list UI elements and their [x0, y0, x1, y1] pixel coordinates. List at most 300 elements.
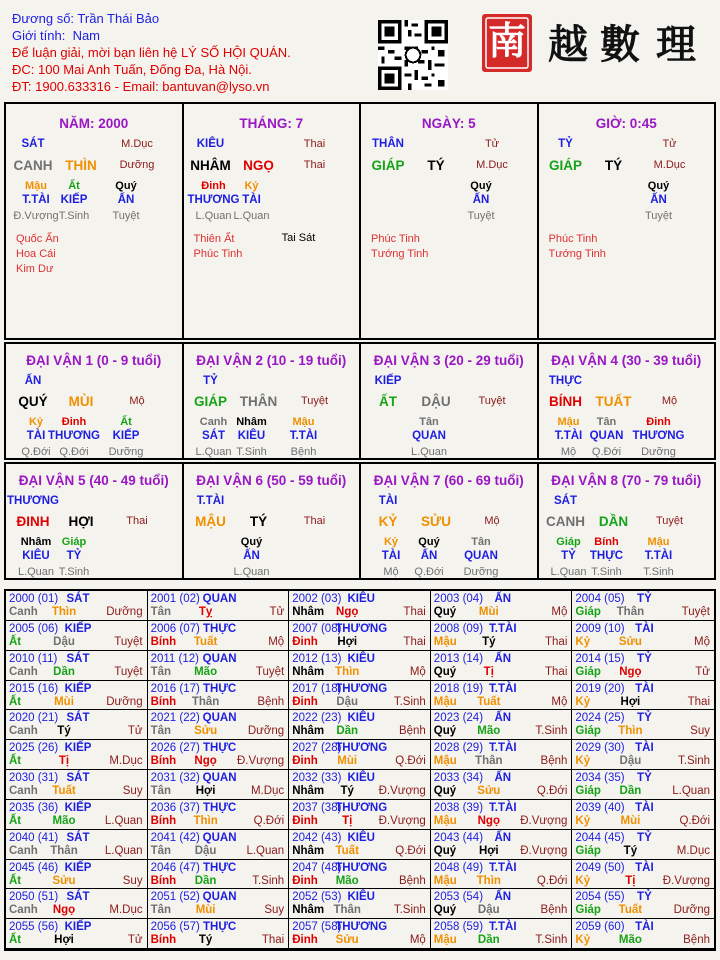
- year-branch: Hợi: [195, 785, 216, 797]
- hidden-stem: Mậu: [292, 416, 315, 428]
- year-state: Mộ: [551, 606, 568, 618]
- year-ten-god: KIÊU: [347, 712, 375, 725]
- yearly-luck-grid: [4, 589, 716, 951]
- year-label: 2048 (49): [433, 861, 484, 874]
- year-stem: Quý: [433, 665, 457, 678]
- hidden-ten-god: KIẾP: [112, 430, 140, 442]
- year-ten-god: THƯƠNG: [335, 622, 388, 635]
- pillar-stars: [16, 232, 59, 277]
- year-cell: [289, 621, 431, 651]
- year-ten-god: QUAN: [202, 712, 237, 725]
- year-cell: [572, 800, 714, 830]
- contact-line-1: Để luận giải, mời bạn liên hệ LÝ SỐ HỘI QUÁN.: [12, 45, 291, 60]
- year-ten-god: KIẾP: [64, 801, 92, 814]
- year-label: 2011 (12): [150, 652, 199, 665]
- year-stem: Mậu: [433, 635, 457, 648]
- year-label: 2032 (33): [292, 772, 342, 784]
- pillar-branch: THÌN: [65, 158, 97, 173]
- year-ten-god: KIẾP: [64, 622, 92, 635]
- year-cell: [289, 681, 431, 711]
- year-cell: [289, 740, 431, 770]
- year-ten-god: TÀI: [635, 622, 654, 635]
- year-branch: Tý: [340, 785, 354, 797]
- hidden-stem: Đinh: [646, 416, 671, 428]
- hidden-state: L.Quan: [550, 566, 587, 578]
- year-cell: [572, 740, 714, 770]
- dai-van-row-1: [4, 342, 716, 460]
- dai-van-branch: SỬU: [421, 514, 451, 529]
- year-stem: Tân: [150, 606, 172, 618]
- year-cell: [6, 919, 148, 949]
- year-branch: Dậu: [336, 695, 359, 708]
- year-label: 2019 (20): [575, 682, 625, 695]
- hidden-state: Q.Đới: [591, 446, 622, 458]
- year-stem: Quý: [433, 844, 457, 857]
- year-cell: [6, 889, 148, 919]
- year-state: Đ.Vượng: [662, 874, 710, 887]
- year-state: Dưỡng: [106, 606, 143, 618]
- year-label: 2038 (39): [433, 801, 484, 814]
- year-stem: Giáp: [575, 785, 601, 797]
- hidden-state: L.Quan: [410, 446, 448, 458]
- year-label: 2023 (24): [433, 712, 484, 725]
- pillar-stem: NHÂM: [190, 158, 231, 173]
- dai-van-state: Tuyệt: [300, 395, 329, 407]
- year-label: 2015 (16): [9, 682, 59, 695]
- year-branch: Thìn: [476, 874, 501, 887]
- year-branch: Tuất: [477, 695, 501, 708]
- year-cell: [148, 919, 290, 949]
- year-state: Bệnh: [540, 904, 568, 917]
- hidden-state: Mộ: [560, 446, 577, 458]
- year-label: 2050 (51): [9, 891, 59, 904]
- year-cell: [6, 740, 148, 770]
- year-cell: [6, 621, 148, 651]
- year-branch: Thân: [50, 844, 78, 857]
- svg-text:越: 越: [548, 21, 588, 68]
- year-cell: [572, 770, 714, 800]
- hidden-stem: Đinh: [201, 180, 226, 192]
- year-state: T.Sinh: [252, 874, 285, 887]
- year-branch: Dậu: [477, 904, 500, 917]
- pillar-branch-state: M.Dục: [653, 159, 686, 171]
- year-ten-god: T.TÀI: [489, 921, 517, 934]
- year-cell: [572, 591, 714, 621]
- year-state: Tử: [695, 665, 710, 678]
- year-ten-god: TÀI: [635, 742, 654, 755]
- pillar-stem-state: Tử: [484, 138, 500, 150]
- year-label: 2054 (55): [575, 891, 625, 904]
- year-ten-god: TÀI: [635, 861, 654, 874]
- year-cell: [6, 830, 148, 860]
- dai-van-title: ĐẠI VẬN 4 (30 - 39 tuổi): [551, 353, 702, 368]
- dai-van-ten-god: ẤN: [24, 375, 42, 387]
- year-cell: [148, 830, 290, 860]
- year-ten-god: THƯƠNG: [335, 682, 388, 695]
- year-ten-god: KIÊU: [347, 772, 375, 784]
- hidden-ten-god: T.TÀI: [22, 194, 50, 206]
- year-label: 2005 (06): [9, 622, 59, 635]
- year-ten-god: SÁT: [66, 831, 90, 844]
- year-branch: Dần: [619, 785, 642, 797]
- year-stem: Quý: [433, 725, 457, 738]
- star-item: Quốc Ấn: [16, 233, 59, 245]
- hidden-stem: Quý: [647, 180, 670, 192]
- year-branch: Mùi: [620, 814, 641, 827]
- dai-van-branch: DẬU: [421, 394, 451, 409]
- hidden-state: L.Quan: [195, 210, 232, 222]
- dai-van-3: [361, 344, 539, 458]
- year-ten-god: ẤN: [494, 652, 512, 665]
- hidden-state: T.Sinh: [236, 446, 267, 458]
- year-branch: Mùi: [195, 904, 216, 917]
- hidden-stem: Ất: [120, 416, 132, 428]
- year-cell: [6, 770, 148, 800]
- hidden-ten-god: KIÊU: [237, 430, 266, 442]
- year-state: Đ.Vượng: [236, 755, 285, 768]
- year-ten-god: TỶ: [637, 772, 652, 784]
- year-cell: [148, 770, 290, 800]
- year-cell: [289, 860, 431, 890]
- dai-van-title: ĐẠI VẬN 8 (70 - 79 tuổi): [551, 473, 702, 488]
- year-branch: Ngọ: [194, 755, 217, 768]
- year-label: 2001 (02): [150, 593, 200, 605]
- year-branch: Mão: [477, 725, 501, 738]
- hidden-ten-god: TỶ: [561, 550, 576, 562]
- dai-van-branch: DẦN: [598, 514, 629, 529]
- year-cell: [572, 860, 714, 890]
- year-label: 2024 (25): [575, 712, 625, 725]
- dai-van-ten-god: KIẾP: [374, 375, 402, 387]
- dai-van-title: ĐẠI VẬN 1 (0 - 9 tuổi): [26, 353, 162, 368]
- year-stem: Mậu: [433, 814, 457, 827]
- hidden-state: T.Sinh: [643, 566, 674, 578]
- pillar-0: [6, 104, 184, 338]
- logo-seal: [480, 10, 712, 76]
- year-stem: Quý: [433, 606, 457, 618]
- year-state: Thai: [261, 934, 285, 947]
- hidden-state: Dưỡng: [463, 566, 499, 578]
- year-stem: Tân: [150, 844, 172, 857]
- hidden-ten-god: T.TÀI: [644, 550, 673, 562]
- year-stem: Tân: [150, 725, 172, 738]
- hidden-state: L.Quan: [195, 446, 232, 458]
- dai-van-branch: HỢI: [68, 514, 94, 529]
- hidden-ten-god: KIẾP: [60, 194, 88, 206]
- year-label: 2034 (35): [575, 772, 625, 784]
- pillar-branch-state: Dưỡng: [119, 159, 155, 171]
- year-stem: Ất: [9, 934, 22, 947]
- year-ten-god: QUAN: [202, 772, 237, 784]
- year-ten-god: KIÊU: [347, 652, 375, 665]
- hidden-stem: Giáp: [556, 536, 581, 548]
- hidden-state: T.Sinh: [58, 210, 90, 222]
- hidden-stem: Quý: [115, 180, 137, 192]
- dai-van-stem: KỶ: [378, 514, 398, 529]
- year-ten-god: SÁT: [66, 593, 90, 605]
- hidden-ten-god: KIÊU: [22, 550, 50, 562]
- year-cell: [572, 889, 714, 919]
- year-state: L.Quan: [672, 785, 710, 797]
- year-branch: Ngọ: [52, 904, 76, 917]
- year-state: Đ.Vượng: [520, 814, 568, 827]
- contact-line-2: ĐC: 100 Mai Anh Tuấn, Đống Đa, Hà Nội.: [12, 62, 252, 77]
- year-branch: Tuất: [193, 635, 218, 648]
- year-state: Q.Đới: [679, 814, 710, 827]
- hidden-ten-god: THƯƠNG: [48, 430, 100, 442]
- year-branch: Ngọ: [477, 814, 500, 827]
- hidden-stem: Mậu: [557, 416, 580, 428]
- dai-van-title: ĐẠI VẬN 3 (20 - 29 tuổi): [373, 353, 524, 368]
- year-state: T.Sinh: [393, 695, 426, 708]
- pillar-stars: [549, 232, 606, 262]
- dai-van-4: [539, 344, 715, 458]
- year-ten-god: KIẾP: [64, 921, 92, 934]
- hidden-ten-god: TÀI: [242, 194, 261, 206]
- year-branch: Thìn: [51, 606, 77, 618]
- year-state: M.Dục: [109, 755, 143, 768]
- year-ten-god: T.TÀI: [489, 622, 517, 635]
- year-state: M.Dục: [676, 844, 710, 857]
- year-cell: [431, 919, 573, 949]
- hidden-state: Dưỡng: [108, 446, 144, 458]
- year-label: 2053 (54): [433, 891, 484, 904]
- hidden-stem: Canh: [199, 416, 228, 428]
- pillar-branch-state: Thai: [303, 159, 326, 171]
- year-ten-god: TỶ: [637, 652, 652, 665]
- hidden-ten-god: TÀI: [381, 550, 401, 562]
- year-stem: Nhâm: [292, 606, 325, 618]
- year-branch: Tị: [625, 874, 636, 887]
- year-stem: Canh: [9, 904, 38, 917]
- year-state: T.Sinh: [393, 904, 426, 917]
- dai-van-title: ĐẠI VẬN 2 (10 - 19 tuổi): [196, 353, 347, 368]
- year-label: 2002 (03): [292, 593, 342, 605]
- year-label: 2055 (56): [9, 921, 59, 934]
- year-stem: Canh: [9, 606, 38, 618]
- pillar-stars: [371, 232, 428, 262]
- year-state: Tử: [127, 725, 143, 738]
- year-cell: [148, 621, 290, 651]
- year-label: 2003 (04): [433, 593, 484, 605]
- year-stem: Kỷ: [575, 695, 591, 708]
- year-state: Tuyệt: [681, 606, 710, 618]
- year-branch: Dần: [53, 665, 75, 678]
- pillar-stem: GIÁP: [371, 158, 405, 173]
- year-branch: Mão: [618, 934, 642, 947]
- year-branch: Thìn: [193, 814, 218, 827]
- year-branch: Sửu: [335, 934, 359, 947]
- dai-van-stem: BÍNH: [549, 394, 582, 409]
- hidden-ten-god: QUAN: [464, 550, 498, 562]
- year-stem: Giáp: [575, 725, 601, 738]
- year-ten-god: KIÊU: [347, 891, 375, 904]
- year-label: 2017 (18): [292, 682, 342, 695]
- year-branch: Tuất: [52, 785, 76, 797]
- year-ten-god: ẤN: [494, 891, 512, 904]
- four-pillars-table: [4, 102, 716, 340]
- year-ten-god: THỰC: [203, 801, 237, 814]
- year-stem: Canh: [9, 665, 38, 678]
- year-state: Q.Đới: [395, 844, 426, 857]
- hidden-ten-god: T.TÀI: [554, 430, 583, 442]
- year-branch: Mùi: [54, 695, 74, 708]
- year-stem: Mậu: [433, 695, 457, 708]
- hidden-stem: Nhâm: [236, 416, 267, 428]
- pillar-2: [361, 104, 539, 338]
- year-stem: Nhâm: [292, 904, 325, 917]
- year-branch: Tý: [482, 635, 496, 648]
- year-branch: Thân: [191, 695, 220, 708]
- year-branch: Dần: [194, 874, 217, 887]
- year-stem: Kỷ: [575, 635, 591, 648]
- year-ten-god: TỶ: [637, 593, 652, 605]
- hidden-state: Q.Đới: [59, 446, 89, 458]
- year-state: T.Sinh: [678, 755, 710, 768]
- year-state: Bệnh: [540, 755, 568, 768]
- year-cell: [431, 830, 573, 860]
- hidden-ten-god: SÁT: [202, 430, 225, 442]
- dai-van-row-2: [4, 462, 716, 580]
- year-state: Tử: [269, 606, 285, 618]
- year-branch: Thân: [333, 904, 361, 917]
- year-ten-god: THỰC: [203, 861, 237, 874]
- year-cell: [289, 919, 431, 949]
- year-cell: [289, 800, 431, 830]
- pillar-ten-god: KIÊU: [196, 138, 225, 150]
- year-label: 2027 (28): [292, 742, 342, 755]
- star-item: Phúc Tinh: [371, 233, 420, 245]
- dai-van-branch: TÝ: [249, 514, 268, 529]
- year-stem: Mậu: [433, 874, 457, 887]
- year-state: Thai: [545, 665, 568, 678]
- year-label: 2021 (22): [150, 712, 200, 725]
- dai-van-ten-god: T.TÀI: [196, 495, 225, 507]
- year-ten-god: TÀI: [635, 682, 654, 695]
- year-stem: Giáp: [575, 665, 601, 678]
- year-branch: Thìn: [618, 725, 643, 738]
- year-stem: Nhâm: [292, 785, 325, 797]
- hidden-state: L.Quan: [233, 566, 270, 578]
- year-label: 2026 (27): [150, 742, 200, 755]
- year-ten-god: TÀI: [635, 921, 654, 934]
- year-stem: Canh: [9, 785, 38, 797]
- year-stem: Kỷ: [575, 755, 591, 768]
- year-branch: Mùi: [478, 606, 499, 618]
- dai-van-1: [6, 344, 184, 458]
- year-cell: [572, 651, 714, 681]
- qr-code-icon: [378, 20, 448, 90]
- year-branch: Mùi: [337, 755, 358, 768]
- year-state: Dưỡng: [106, 695, 143, 708]
- hidden-stem: Nhâm: [20, 536, 52, 548]
- star-item: Tướng Tinh: [548, 248, 606, 260]
- year-stem: Canh: [9, 725, 38, 738]
- pillar-1: [184, 104, 362, 338]
- year-cell: [289, 830, 431, 860]
- year-label: 2013 (14): [433, 652, 484, 665]
- year-branch: Tuất: [335, 844, 359, 857]
- pillar-branch: TÝ: [427, 158, 445, 173]
- year-stem: Giáp: [575, 904, 601, 917]
- dai-van-state: Mộ: [484, 515, 500, 527]
- year-ten-god: T.TÀI: [489, 861, 517, 874]
- year-state: Tuyệt: [255, 665, 285, 678]
- year-label: 2004 (05): [575, 593, 625, 605]
- year-branch: Tý: [623, 844, 638, 857]
- year-label: 2036 (37): [150, 801, 200, 814]
- svg-text:南: 南: [487, 18, 527, 63]
- year-state: Suy: [122, 874, 143, 887]
- year-state: Thai: [403, 606, 426, 618]
- year-label: 2000 (01): [9, 593, 59, 605]
- year-state: Tuyệt: [114, 635, 143, 648]
- year-stem: Kỷ: [575, 874, 591, 887]
- year-cell: [148, 681, 290, 711]
- star-item: Thiên Ất: [193, 233, 235, 245]
- year-stem: Tân: [150, 785, 172, 797]
- year-ten-god: THỰC: [203, 742, 237, 755]
- year-label: 2022 (23): [292, 712, 342, 725]
- gioi-tinh-label: Giới tính:: [12, 28, 66, 43]
- dai-van-stem: ĐINH: [16, 514, 50, 529]
- year-stem: Nhâm: [292, 665, 325, 678]
- hidden-stem: Ất: [68, 180, 80, 192]
- dai-van-state: Tuyệt: [478, 395, 506, 407]
- year-label: 2051 (52): [150, 891, 200, 904]
- year-state: Suy: [122, 785, 143, 797]
- year-state: Q.Đới: [536, 874, 568, 887]
- year-ten-god: THƯƠNG: [335, 921, 388, 934]
- year-label: 2033 (34): [433, 772, 484, 784]
- year-branch: Hợi: [54, 934, 74, 947]
- year-stem: Quý: [433, 785, 457, 797]
- year-label: 2043 (44): [433, 831, 484, 844]
- year-cell: [289, 710, 431, 740]
- year-branch: Mão: [52, 814, 76, 827]
- year-cell: [148, 651, 290, 681]
- hidden-stem: Tân: [596, 416, 617, 428]
- year-ten-god: ẤN: [494, 772, 512, 784]
- star-item: Phúc Tinh: [193, 248, 243, 260]
- year-label: 2029 (30): [575, 742, 625, 755]
- hidden-state: Bệnh: [290, 446, 317, 458]
- hidden-ten-god: ẤN: [117, 194, 135, 206]
- year-ten-god: KIÊU: [347, 831, 375, 844]
- year-state: T.Sinh: [535, 725, 568, 738]
- pillar-extra-star: Tai Sát: [281, 232, 316, 244]
- gioi-tinh-value: Nam: [72, 28, 101, 43]
- hidden-stem: Tân: [471, 536, 491, 548]
- pillar-title: NGÀY: 5: [421, 116, 476, 131]
- hidden-ten-god: ẤN: [650, 194, 667, 206]
- year-state: Mộ: [268, 635, 285, 648]
- year-label: 2047 (48): [292, 861, 342, 874]
- year-stem: Ất: [9, 695, 22, 708]
- hidden-state: Tuyệt: [644, 210, 673, 222]
- year-label: 2007 (08): [292, 622, 342, 635]
- pillar-branch: NGỌ: [243, 158, 274, 173]
- year-ten-god: THỰC: [203, 921, 237, 934]
- year-branch: Dậu: [619, 755, 642, 768]
- year-branch: Tỵ: [198, 606, 213, 618]
- contact-line-3: ĐT: 1900.633316 - Email: bantuvan@lyso.vn: [12, 79, 270, 94]
- year-state: Q.Đới: [536, 785, 568, 797]
- year-state: Bệnh: [257, 695, 285, 708]
- pillar-3: [539, 104, 715, 338]
- year-branch: Tý: [198, 934, 213, 947]
- hidden-stem: Bính: [594, 536, 619, 548]
